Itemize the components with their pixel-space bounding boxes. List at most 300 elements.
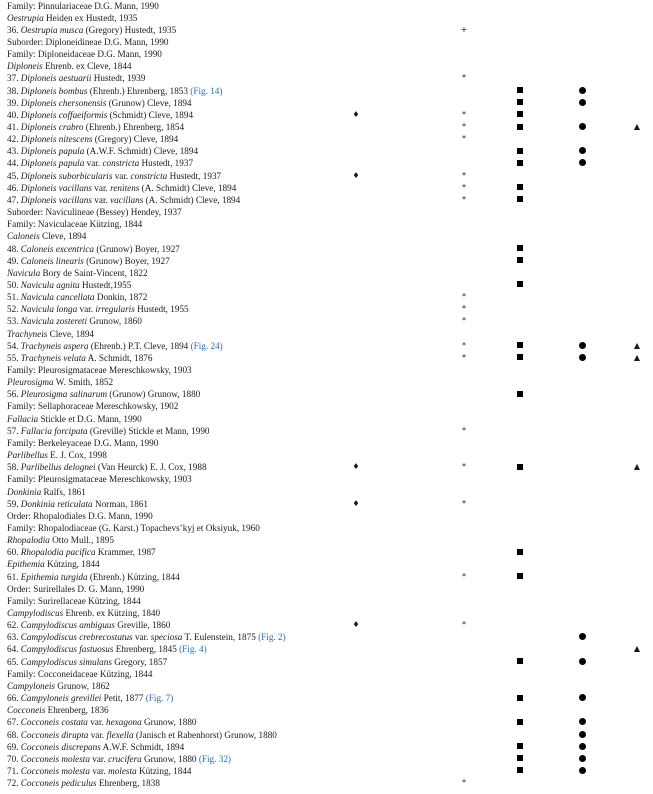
asterisk-marker-icon: * [462, 340, 466, 350]
taxon-italic: Navicula cancellata [20, 292, 95, 303]
triangle-marker-icon: ▲ [633, 352, 641, 362]
taxon-text: Stickle et D.G. Mann, 1990 [38, 413, 142, 424]
taxon-italic: Navicula longa [20, 304, 78, 315]
taxon-text: Order: Rhopalodiales D.G. Mann, 1990 [7, 510, 153, 521]
asterisk-marker-icon: * [462, 498, 466, 508]
taxon-italic: irregularis [95, 304, 135, 315]
taxon-name [7, 206, 182, 218]
taxon-italic: Trachyneis aspera [20, 340, 89, 351]
taxon-name [7, 546, 156, 558]
taxon-name [7, 376, 113, 388]
taxon-name [7, 558, 100, 570]
taxon-name [7, 704, 109, 716]
taxon-italic: Navicula zostereti [20, 316, 88, 327]
square-marker-icon [514, 692, 526, 704]
taxon-text: A.W.F. Schmidt, 1894 [100, 741, 185, 752]
figure-link[interactable]: (Fig. 32) [198, 753, 231, 764]
taxon-italic: Parlibellus delognei [20, 462, 96, 473]
taxon-text: Hustedt, 1937 [167, 170, 222, 181]
taxon-italic: Campylodiscus [7, 608, 64, 618]
taxon-text: Greville, 1860 [114, 620, 171, 631]
taxon-italic: Rhopalodia [7, 535, 50, 546]
square-icon [517, 148, 523, 154]
asterisk-marker-icon: * [462, 122, 466, 131]
taxon-name [7, 692, 173, 704]
taxon-text: (Greville) Stickle et Mann, 1990 [87, 425, 210, 436]
taxon-text: (Ehrenb.) Kützing, 1844 [87, 571, 180, 582]
taxon-text: Ehrenberg, 1838 [96, 778, 160, 789]
taxon-text: 69. [7, 741, 21, 752]
taxon-name [7, 0, 159, 12]
square-marker-icon [514, 279, 526, 291]
asterisk-marker-icon: * [462, 73, 466, 83]
taxon-text: 47. [7, 194, 21, 205]
asterisk-marker-icon: * [462, 109, 466, 119]
taxon-text: (A. Schmidt) Cleve, 1894 [143, 194, 241, 205]
taxon-italic: Fallacia [7, 413, 39, 424]
asterisk-marker-icon: * [462, 778, 466, 788]
square-marker-icon [514, 461, 526, 473]
taxon-name [7, 328, 94, 340]
taxon-text: 53. [7, 316, 21, 327]
taxon-italic: Cocconeis discrepans [20, 741, 101, 752]
taxon-name [7, 352, 152, 364]
square-marker-icon [514, 352, 526, 364]
taxon-name [7, 121, 184, 133]
square-icon [517, 743, 523, 749]
square-marker-icon [514, 97, 526, 109]
taxon-italic: Campylodiscus simulans [20, 656, 112, 667]
taxon-text: 59. [7, 498, 21, 509]
taxon-italic: Diploneis suborbicularis [20, 170, 113, 181]
circle-marker-icon [576, 97, 588, 109]
square-icon [517, 549, 523, 555]
square-icon [517, 464, 523, 470]
circle-icon [579, 633, 586, 640]
square-marker-icon [514, 741, 526, 753]
figure-link[interactable]: (Fig. 2) [258, 632, 286, 643]
taxon-name [7, 364, 192, 376]
taxon-italic: Pleurosigma [7, 377, 54, 388]
taxon-text: 71. [7, 765, 21, 776]
taxon-italic: Diploneis crabro [20, 122, 84, 132]
taxon-name [7, 36, 169, 48]
taxon-text: var. [89, 753, 109, 764]
asterisk-marker-icon: * [462, 194, 466, 204]
taxon-text: 36. [7, 24, 21, 35]
taxon-italic: Diploneis vacillans [20, 194, 92, 205]
taxon-text: Hustedt,1955 [79, 279, 132, 290]
taxon-name [7, 668, 152, 680]
taxon-name [7, 218, 142, 230]
taxon-name [7, 182, 236, 194]
circle-icon [579, 147, 586, 154]
square-marker-icon [514, 753, 526, 765]
taxon-name [7, 279, 131, 291]
taxon-text: var. [77, 304, 96, 315]
taxon-text: (Ehrenb.) Ehrenberg, 1853 [87, 85, 191, 96]
asterisk-marker-icon: * [462, 425, 466, 435]
taxon-italic: flexella [106, 729, 134, 740]
taxon-text: Kützing, 1844 [136, 765, 192, 776]
taxon-name [7, 680, 110, 692]
taxon-name [7, 303, 189, 315]
circle-marker-icon [576, 157, 588, 169]
square-icon [517, 719, 523, 725]
taxon-text: 43. [7, 146, 21, 157]
circle-marker-icon [576, 716, 588, 728]
taxon-name [7, 133, 178, 145]
square-icon [517, 342, 523, 348]
taxon-italic: crucifera [108, 753, 142, 764]
taxon-italic: Caloneis linearis [20, 255, 84, 266]
square-marker-icon [514, 145, 526, 157]
taxon-italic: Diploneis [7, 61, 43, 72]
taxon-italic: Campyloneis [7, 680, 55, 691]
table-row [0, 474, 653, 490]
square-marker-icon [514, 243, 526, 255]
circle-icon [579, 87, 586, 94]
taxon-text: 66. [7, 693, 21, 704]
circle-icon [579, 354, 586, 361]
square-marker-icon [514, 388, 526, 400]
figure-link[interactable]: (Fig. 14) [190, 85, 223, 96]
taxon-text: T. Eulenstein, 1875 [182, 632, 259, 643]
taxon-name [7, 437, 158, 449]
taxon-italic: Caloneis [7, 231, 40, 242]
triangle-marker-icon: ▲ [633, 122, 641, 131]
square-marker-icon [514, 571, 526, 583]
taxon-text: Grunow, 1880 [141, 753, 199, 764]
square-marker-icon [514, 157, 526, 169]
square-icon [517, 99, 523, 105]
taxon-italic: Trachyneis [7, 328, 48, 339]
taxon-text: 42. [7, 134, 21, 145]
taxon-text: 51. [7, 292, 21, 303]
taxon-name [7, 473, 192, 485]
taxon-name [7, 716, 197, 728]
taxon-text: 68. [7, 729, 21, 740]
taxon-text: Family: Berkeleyaceae D.G. Mann, 1990 [7, 437, 159, 448]
taxon-text: (Ehrenb.) P.T. Cleve, 1894 [88, 340, 191, 351]
asterisk-marker-icon: * [462, 620, 466, 630]
taxon-text: Suborder: Naviculineae (Bessey) Hendey, 1937 [7, 207, 182, 218]
taxon-name [7, 400, 178, 412]
taxon-italic: Oestrupia [7, 12, 44, 23]
taxon-italic: Campylodiscus fastuosus [20, 644, 114, 655]
taxon-italic: Diploneis vacillans [20, 182, 92, 193]
taxon-text: 63. [7, 632, 21, 643]
taxon-text: Grunow, 1880 [141, 717, 197, 728]
taxon-name [7, 267, 148, 279]
taxon-text: 65. [7, 656, 21, 667]
square-icon [517, 245, 523, 251]
taxon-name [7, 413, 142, 425]
taxon-text: 40. [7, 109, 21, 120]
taxon-text: (Van Heurck) E. J. Cox, 1988 [95, 462, 207, 473]
taxon-text: Grunow, 1862 [54, 680, 110, 691]
taxon-name [7, 631, 286, 643]
taxon-text: (Gregory) Hustedt, 1935 [83, 24, 177, 35]
taxon-text: 48. [7, 243, 21, 254]
taxon-italic: Cocconeis pediculus [20, 778, 97, 789]
square-icon [517, 184, 523, 190]
taxon-name [7, 109, 193, 121]
circle-marker-icon [576, 121, 588, 133]
taxon-text: Hustedt, 1939 [91, 73, 146, 84]
taxon-name [7, 619, 170, 631]
taxon-italic: Trachyneis velata [20, 352, 86, 363]
taxon-italic: Diploneis aestuarii [20, 73, 92, 84]
square-marker-icon [514, 340, 526, 352]
square-marker-icon [514, 194, 526, 206]
circle-marker-icon [576, 85, 588, 97]
taxon-text: Hustedt, 1937 [139, 158, 194, 169]
taxon-text: (Grunow) Cleve, 1894 [106, 97, 192, 108]
taxon-italic: Pleurosigma salinarum [20, 389, 107, 400]
taxon-name [7, 145, 198, 157]
square-icon [517, 257, 523, 263]
taxon-italic: constricta [102, 158, 140, 169]
circle-icon [579, 159, 586, 166]
taxon-name [7, 315, 142, 327]
taxon-name [7, 72, 145, 84]
taxon-text: Norman, 1861 [92, 498, 149, 509]
square-icon [517, 160, 523, 166]
taxon-name [7, 765, 192, 777]
plus-marker-icon: + [460, 24, 468, 34]
taxon-italic: Cocconeis dirupta [20, 729, 89, 740]
diamond-marker-icon: ♦ [352, 109, 360, 119]
asterisk-marker-icon: * [462, 170, 466, 180]
taxon-text: Hustedt, 1955 [134, 304, 189, 315]
taxon-text: Suborder: Diploneidineae D.G. Mann, 1990 [7, 36, 169, 47]
taxon-italic: Rhopalodia pacifica [20, 547, 96, 558]
taxon-text: Donkin, 1872 [94, 292, 148, 303]
triangle-marker-icon: ▲ [633, 340, 641, 350]
taxon-text: Ehrenberg, 1836 [45, 705, 109, 716]
taxon-italic: hexagona [106, 717, 142, 728]
taxon-text: 52. [7, 304, 21, 315]
taxon-text: Cleve, 1894 [47, 328, 95, 339]
taxon-text: W. Smith, 1852 [53, 377, 114, 388]
taxon-text: (Grunow) Grunow, 1880 [106, 389, 201, 400]
taxon-italic: Fallacia forcipata [20, 425, 88, 436]
taxon-text: Family: Rhopalodiaceae (G. Karst.) Topachevs’kyj et Oksiyuk, 1960 [7, 522, 260, 533]
asterisk-marker-icon: * [462, 316, 466, 326]
square-marker-icon [514, 255, 526, 267]
square-icon [517, 695, 523, 701]
taxon-text: Kützing, 1844 [44, 559, 100, 570]
asterisk-marker-icon: * [462, 352, 466, 362]
circle-marker-icon [576, 656, 588, 668]
taxon-text: Gregory, 1857 [111, 656, 168, 667]
square-icon [517, 87, 523, 93]
taxon-italic: molesta [108, 765, 137, 776]
taxon-text: 38. [7, 85, 21, 96]
square-marker-icon [514, 85, 526, 97]
table-row [0, 219, 653, 235]
square-marker-icon [514, 109, 526, 121]
taxon-italic: Parlibellus [7, 450, 48, 461]
taxon-text: Krammer, 1987 [95, 547, 156, 558]
taxon-text: 37. [7, 73, 21, 84]
taxon-italic: Donkinia [7, 486, 42, 497]
circle-marker-icon [576, 741, 588, 753]
taxon-italic: Caloneis excentrica [20, 243, 95, 254]
taxon-text: (Grunow) Boyer, 1927 [94, 243, 180, 254]
taxon-text: Ehrenb. ex Cleve, 1844 [42, 61, 132, 72]
taxon-text: var. [91, 182, 111, 193]
taxon-italic: Navicula agnita [20, 279, 80, 290]
taxon-name [7, 656, 167, 668]
asterisk-marker-icon: * [462, 304, 466, 314]
square-marker-icon [514, 546, 526, 558]
square-marker-icon [514, 121, 526, 133]
taxon-text: 61. [7, 571, 21, 582]
taxon-italic: speciosa [150, 632, 183, 643]
square-marker-icon [514, 656, 526, 668]
taxon-text: 58. [7, 462, 21, 473]
taxon-text: (Grunow) Boyer, 1927 [83, 255, 170, 266]
asterisk-marker-icon: * [462, 571, 466, 581]
taxon-text: 60. [7, 547, 21, 558]
taxon-name [7, 12, 137, 24]
taxon-italic: renitens [110, 182, 140, 193]
taxon-italic: Campyloneis grevillei [20, 693, 102, 704]
square-icon [517, 111, 523, 117]
square-marker-icon [514, 716, 526, 728]
taxon-italic: Diploneis papula [20, 146, 85, 157]
taxon-text: 41. [7, 122, 21, 132]
taxon-italic: constricta [130, 170, 168, 181]
circle-icon [579, 718, 586, 725]
taxon-italic: Diploneis papula [20, 158, 85, 169]
taxon-name [7, 607, 160, 619]
taxon-text: 70. [7, 753, 21, 764]
taxon-text: (Janisch et Rabenhorst) Grunow, 1880 [133, 729, 277, 740]
taxon-text: 67. [7, 717, 21, 728]
taxon-italic: vacillans [110, 194, 144, 205]
circle-icon [579, 342, 586, 349]
taxon-text: Petit, 1877 [101, 693, 146, 704]
taxon-name [7, 243, 180, 255]
figure-link[interactable]: (Fig. 7) [145, 693, 174, 704]
triangle-marker-icon: ▲ [633, 644, 641, 654]
taxon-name [7, 583, 144, 595]
taxon-text: var. [87, 717, 107, 728]
taxon-name [7, 729, 277, 741]
taxon-text: 62. [7, 620, 21, 631]
taxon-text: 45. [7, 170, 21, 181]
taxon-text: Family: Surirellaceae Kützing, 1844 [7, 595, 141, 606]
circle-icon [579, 99, 586, 106]
taxon-text: E. J. Cox, 1998 [47, 450, 107, 461]
figure-link[interactable]: (Fig. 24) [190, 340, 223, 351]
table-row [0, 778, 653, 794]
taxon-italic: Diploneis bombus [20, 85, 88, 96]
circle-icon [579, 731, 586, 738]
circle-marker-icon [576, 340, 588, 352]
diamond-marker-icon: ♦ [352, 498, 360, 508]
taxon-name [7, 753, 231, 765]
table-row [0, 316, 653, 332]
circle-marker-icon [576, 692, 588, 704]
taxon-italic: Donkinia reticulata [20, 498, 93, 509]
taxon-italic: Epithemia [7, 559, 45, 570]
square-icon [517, 573, 523, 579]
circle-icon [579, 767, 586, 774]
taxon-name [7, 388, 200, 400]
taxon-name [7, 534, 114, 546]
square-marker-icon [514, 182, 526, 194]
square-icon [517, 391, 523, 397]
figure-link[interactable]: (Fig. 4) [179, 644, 207, 655]
circle-marker-icon [576, 765, 588, 777]
taxon-name [7, 510, 153, 522]
asterisk-marker-icon: * [462, 462, 466, 472]
square-icon [517, 124, 523, 130]
taxon-name [7, 291, 147, 303]
taxon-text: Family: Naviculaceae Kützing, 1844 [7, 219, 143, 230]
taxon-italic: Cocconeis [7, 705, 46, 716]
taxon-name [7, 498, 148, 510]
taxon-text: Family: Cocconeidaceae Kützing, 1844 [7, 668, 153, 679]
circle-icon [579, 694, 586, 701]
taxon-italic: Oestrupia musca [20, 24, 84, 35]
taxon-name [7, 194, 240, 206]
circle-marker-icon [576, 631, 588, 643]
taxon-italic: Cocconeis molesta [20, 765, 90, 776]
taxon-text: var. [84, 158, 103, 169]
taxon-text: Family: Pleurosigmataceae Mereschkowsky, 1903 [7, 365, 192, 375]
circle-icon [579, 123, 586, 130]
taxon-italic: Campylodiscus ambiguus [20, 620, 115, 631]
taxon-name [7, 643, 207, 655]
taxon-text: Ralfs, 1861 [41, 486, 86, 497]
taxon-text: Ehrenb. ex Kützing, 1840 [63, 608, 161, 618]
taxon-text: 49. [7, 255, 21, 266]
taxon-name [7, 449, 107, 461]
taxon-text: (Gregory) Cleve, 1894 [92, 134, 179, 145]
taxon-text: var. [89, 765, 109, 776]
taxon-text: 64. [7, 644, 21, 655]
diamond-marker-icon: ♦ [352, 170, 360, 180]
square-icon [517, 281, 523, 287]
circle-marker-icon [576, 352, 588, 364]
taxon-text: 72. [7, 778, 21, 789]
taxon-italic: Cocconeis costata [20, 717, 88, 728]
taxon-name [7, 571, 180, 583]
taxon-name [7, 170, 221, 182]
diamond-marker-icon: ♦ [352, 462, 360, 472]
triangle-marker-icon: ▲ [633, 462, 641, 472]
taxon-text: var. [88, 729, 107, 740]
taxon-name [7, 24, 176, 36]
taxon-text: Order: Surirellales D. G. Mann, 1990 [7, 583, 145, 594]
taxon-text: (A.W.F. Schmidt) Cleve, 1894 [84, 146, 199, 157]
taxon-italic: Campylodiscus crebrecostatus [20, 632, 133, 643]
asterisk-marker-icon: * [462, 134, 466, 144]
taxon-text: var. [132, 632, 151, 643]
circle-marker-icon [576, 753, 588, 765]
circle-icon [579, 755, 586, 762]
taxon-text: Ehrenberg, 1845 [113, 644, 180, 655]
square-icon [517, 354, 523, 360]
taxon-text: Family: Pinnulariaceae D.G. Mann, 1990 [7, 0, 159, 11]
taxon-name [7, 425, 210, 437]
circle-marker-icon [576, 145, 588, 157]
